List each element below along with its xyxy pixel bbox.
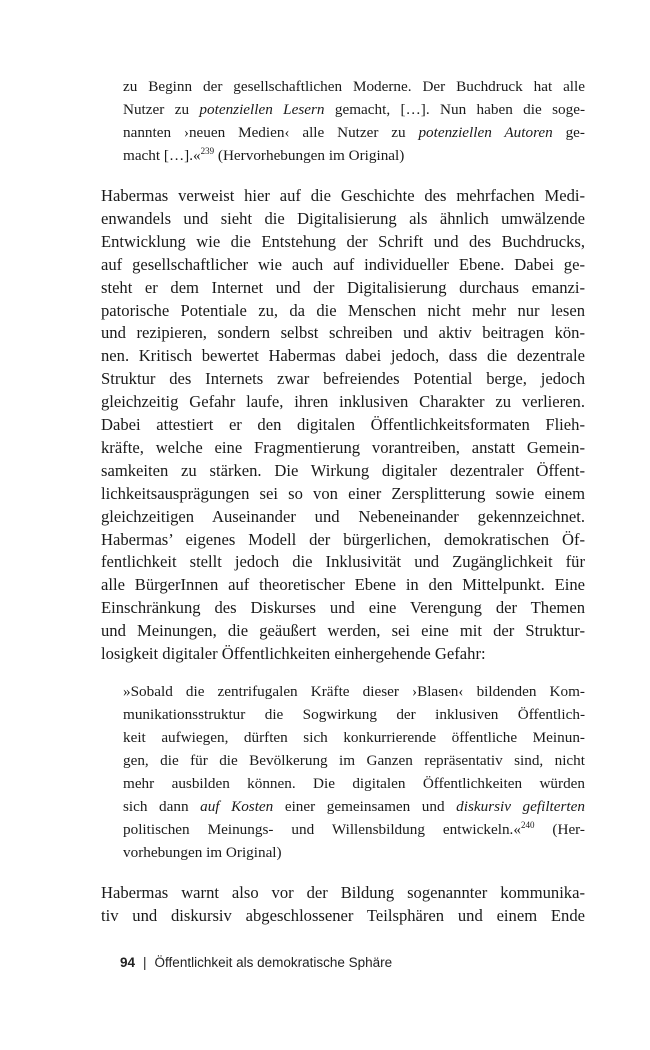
quote-line: nannten ›neuen Medien‹ alle Nutzer zu potenziellen Autoren ge- [123, 124, 585, 141]
quote-line: »Sobald die zentrifugalen Kräfte dieser ›Blasen‹ bildenden Kom- [123, 683, 585, 700]
body-line: Habermas’ eigenes Modell der bürgerlichen, demokratischen Öf- [101, 529, 585, 549]
footnote-ref: 240 [520, 820, 535, 830]
page-number: 94 [120, 955, 136, 970]
body-line: steht er dem Internet und der Digitalisierung durchaus emanzi- [101, 277, 585, 297]
body-line: Struktur des Internets zwar befreiendes Potential berge, jedoch [101, 369, 585, 389]
body-line: lichkeitsausprägungen sei so von einer Zersplitterung sowie einem [101, 483, 585, 503]
body-line: nen. Kritisch bewertet Habermas dabei jedoch, dass die dezentrale [101, 346, 585, 366]
body-line: losigkeit digitaler Öffentlichkeiten einhergehende Gefahr: [101, 644, 486, 663]
body-line: Habermas verweist hier auf die Geschichte des mehrfachen Medi- [101, 186, 585, 205]
body-line: gleichzeitigen Auseinander und Nebeneinander gekennzeichnet. [101, 506, 585, 526]
quote-line: vorhebungen im Original) [123, 844, 282, 861]
emphasis: auf Kosten [200, 798, 274, 815]
body-line: Entwicklung wie die Entstehung der Schrift und des Buchdrucks, [101, 231, 585, 251]
emphasis: diskursiv gefilterten [456, 798, 585, 815]
body-line: Einschränkung des Diskurses und eine Verengung der Themen [101, 598, 585, 618]
body-line: enwandels und sieht die Digitalisierung als ähnlich umwälzende [101, 208, 585, 228]
body-line: samkeiten zu stärken. Die Wirkung digitaler dezentraler Öffent- [101, 460, 585, 480]
quote-line: mehr ausbilden können. Die digitalen Öffentlichkeiten würden [123, 775, 585, 792]
quote-line: politischen Meinungs- und Willensbildung entwickeln.«$^{240}$ (Her- [123, 820, 585, 838]
emphasis: potenziellen Lesern [199, 101, 325, 118]
page-footer [120, 955, 392, 970]
emphasis: potenziellen Autoren [418, 124, 553, 141]
footnote-ref: 239 [200, 146, 215, 156]
running-title: Öffentlichkeit als demokratische Sphäre [154, 955, 393, 970]
quote-line: gen, die für die Bevölkerung im Ganzen repräsentativ sind, nicht [123, 752, 585, 769]
body-line: patorische Potentiale zu, da die Menschen nicht mehr nur lesen [101, 300, 585, 320]
body-line: alle BürgerInnen auf theoretischer Ebene in den Mittelpunkt. Eine [101, 575, 585, 595]
body-line: gleichzeitig Gefahr laufe, ihren inklusiven Charakter zu verlieren. [101, 392, 585, 412]
quote-line: munikationsstruktur die Sogwirkung der inklusiven Öffentlich- [123, 706, 585, 723]
body-line: und rezipieren, sondern selbst schreiben und aktiv beitragen kön- [101, 323, 585, 343]
body-line: kräfte, welche eine Fragmentierung vorantreiben, anstatt Gemein- [101, 437, 585, 457]
body-line: und Meinungen, die geäußert werden, sei eine mit der Struktur- [101, 621, 585, 641]
body-line: Habermas warnt also vor der Bildung sogenannter kommunika- [101, 883, 585, 902]
quote-line: Nutzer zu potenziellen Lesern gemacht, […]. Nun haben die soge- [123, 101, 586, 118]
quote-line: sich dann auf Kosten einer gemeinsamen und diskursiv gefilterten [123, 798, 585, 815]
body-line: tiv und diskursiv abgeschlossener Teilsphären und einem Ende [101, 906, 585, 925]
body-line: Dabei attestiert er den digitalen Öffentlichkeitsformaten Flieh- [101, 415, 585, 434]
body-line: auf gesellschaftlicher wie auch auf individueller Ebene. Dabei ge- [101, 254, 585, 274]
quote-line: zu Beginn der gesellschaftlichen Moderne. Der Buchdruck hat alle [123, 78, 585, 95]
body-line: fentlichkeit stellt jedoch die Inklusivität und Zugänglichkeit für [101, 552, 585, 572]
quote-line: keit aufwiegen, dürften sich konkurrierende öffentliche Meinun- [123, 729, 585, 746]
quote-line: macht […].«$^{239}$ (Hervorhebungen im Original) [123, 146, 405, 164]
footer-separator: | [143, 955, 147, 970]
